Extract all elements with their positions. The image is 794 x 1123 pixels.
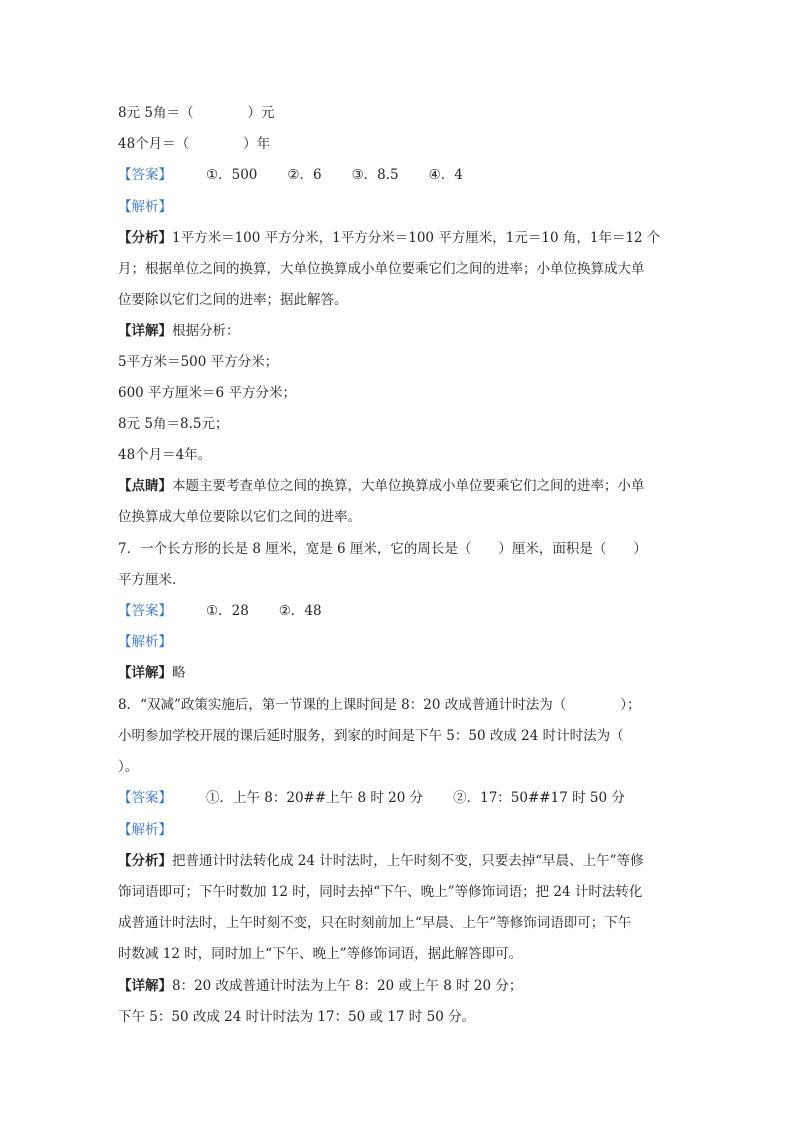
answer-item: ①．上午 8：20##上午 8 时 20 分 (206, 790, 424, 806)
q8-answer-row (118, 789, 678, 807)
q6-dianjing-line (118, 477, 678, 495)
q7-question: 平方厘米． (118, 572, 186, 588)
q8-fenxi-line: 饰词语即可；下午时数加 12 时，同时去掉“下午、晚上”等修饰词语；把 24 计时法转化 (118, 884, 643, 900)
q8-fenxi-line: 时数减 12 时，同时加上“下午、晚上”等修饰词语，据此解答即可。 (118, 946, 523, 962)
q6-answer-row (118, 166, 678, 184)
xiangjie-tag: 【详解】 (118, 323, 172, 339)
fenxi-tag: 【分析】 (118, 230, 172, 246)
fenxi-tag: 【分析】 (118, 853, 172, 869)
answer-tag: 【答案】 (118, 167, 172, 183)
answer-tag: 【答案】 (118, 790, 172, 806)
xiangjie-text: 8：20 改成普通计时法为上午 8：20 或上午 8 时 20 分； (172, 978, 523, 994)
fenxi-text: 把普通计时法转化成 24 计时法时，上午时刻不变，只要去掉“早晨、上午”等修 (172, 853, 644, 869)
answer-item: ②．48 (278, 603, 322, 619)
q6-fenxi-line: 月；根据单位之间的换算，大单位换算成小单位要乘它们之间的进率；小单位换算成大单 (118, 261, 645, 277)
answer-tag: 【答案】 (118, 603, 172, 619)
q6-xiangjie-line (118, 322, 678, 340)
q8-question: 8．“双减”政策实施后，第一节课的上课时间是 8：20 改成普通计时法为（ ）； (118, 697, 641, 713)
answer-item: ②．17：50##17 时 50 分 (453, 790, 625, 806)
q7-answer-row (118, 602, 678, 620)
q6-fenxi-line: 位要除以它们之间的进率；据此解答。 (118, 292, 348, 308)
q8-fenxi-line (118, 852, 678, 870)
xiangjie-text: 略 (172, 665, 186, 681)
answer-item: ①．500 (206, 167, 258, 183)
xiangjie-tag: 【详解】 (118, 665, 172, 681)
dianjing-text: 本题主要考查单位之间的换算，大单位换算成小单位要乘它们之间的进率；小单 (172, 478, 645, 494)
q8-xiangjie-line (118, 977, 678, 995)
answer-item: ④．4 (428, 167, 463, 183)
q8-question: 小明参加学校开展的课后延时服务，到家的时间是下午 5：50 改成 24 时计时法为（ (118, 728, 624, 744)
analysis-tag: 【解析】 (118, 822, 172, 838)
analysis-tag: 【解析】 (118, 634, 172, 650)
q8-fenxi-line: 成普通计时法时，上午时刻不变，只在时刻前加上“早晨、上午”等修饰词语即可；下午 (118, 915, 632, 931)
q8-question: ）。 (118, 759, 139, 775)
q6-fenxi-line (118, 229, 678, 247)
q6-dianjing-line: 位换算成大单位要除以它们之间的进率。 (118, 509, 361, 525)
q6-item-yuan: 8元 5角＝（ ）元 (118, 105, 275, 121)
q6-xiangjie-line: 600 平方厘米＝6 平方分米； (118, 385, 296, 401)
xiangjie-tag: 【详解】 (118, 978, 172, 994)
q8-xiangjie-line: 下午 5：50 改成 24 时计时法为 17：50 或 17 时 50 分。 (118, 1009, 476, 1025)
dianjing-tag: 【点睛】 (118, 478, 172, 494)
q6-xiangjie-line: 8元 5角＝8.5元； (118, 416, 229, 432)
answer-item: ①．28 (206, 603, 249, 619)
q7-xiangjie-line (118, 664, 678, 682)
fenxi-text: 1平方米＝100 平方分米，1平方分米＝100 平方厘米，1元＝10 角，1年＝12 个 (172, 230, 661, 246)
q7-question: 7．一个长方形的长是 8 厘米，宽是 6 厘米，它的周长是（ ）厘米，面积是（ ） (118, 541, 647, 557)
q6-xiangjie-line: 48个月＝4年。 (118, 447, 212, 463)
q6-xiangjie-line: 5平方米＝500 平方分米； (118, 354, 279, 370)
xiangjie-text: 根据分析： (172, 323, 240, 339)
analysis-tag: 【解析】 (118, 199, 172, 215)
answer-item: ③．8.5 (351, 167, 399, 183)
answer-item: ②．6 (287, 167, 322, 183)
q6-item-year: 48个月＝（ ）年 (118, 136, 271, 152)
